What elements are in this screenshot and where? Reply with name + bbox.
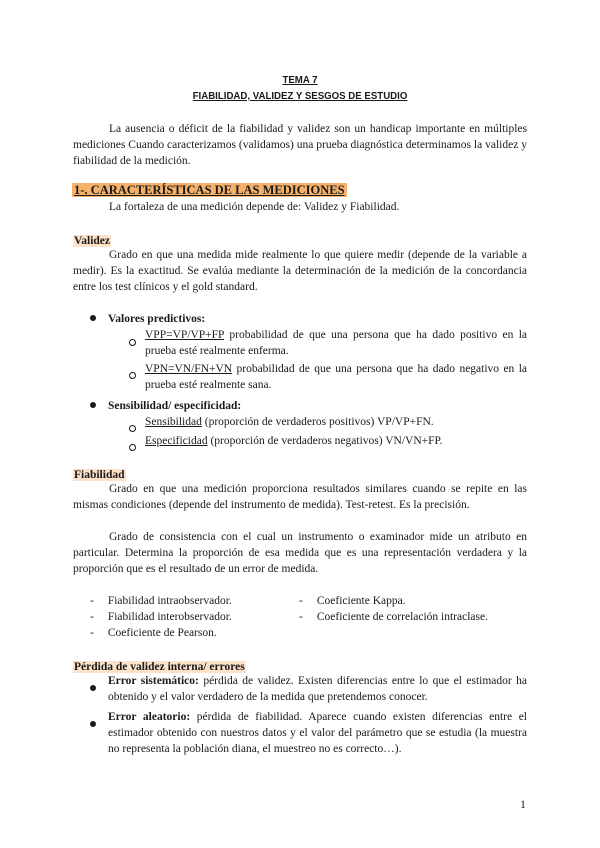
vpn-description: probabilidad de que una persona que ha dado negativo en la prueba esté realmente sana. xyxy=(145,363,528,391)
fiabilidad-paragraph-1 xyxy=(73,481,527,513)
especificidad-item xyxy=(145,433,527,449)
sens-description: (proporción de verdaderos positivos) VP/VP+FN. xyxy=(204,416,434,428)
aleatorio-description: pérdida de fiabilidad. Aparece cuando existen diferencias entre el estimador obtenido con nuestros datos y el valor del parámetro que se estudia (la muestra no representa la población diana, el muestreo no es correcto…). xyxy=(108,711,527,755)
topic-title: TEMA 7 xyxy=(282,74,318,86)
error-sistematico-item xyxy=(108,673,527,705)
section1-heading-wrap xyxy=(72,181,347,199)
fiabilidad-heading: Fiabilidad xyxy=(74,469,125,481)
bullet-dot-icon xyxy=(90,714,96,732)
aleatorio-label: Error aleatorio: xyxy=(108,711,191,723)
list-item: - Coeficiente de correlación intraclase. xyxy=(299,611,488,623)
list-item: - Coeficiente Kappa. xyxy=(299,595,406,607)
bullet-sens-esp xyxy=(90,398,241,414)
fiabilidad-text-1: Grado en que una medición proporciona resultados similares cuando se repite en las mismas condiciones (depende del instrumento de medida). Test-retest. Es la precisión. xyxy=(73,483,527,511)
vpn-item xyxy=(145,361,527,393)
validez-text: Grado en que una medida mide realmente lo que quiere medir (depende de la variable a medir). Es la exactitud. Se evalúa mediante la determinación de la medición de la concordancia entre los test clínicos y el gold standard. xyxy=(73,249,527,293)
bullet-dot-icon xyxy=(90,678,96,696)
bullet-predictive-values xyxy=(90,311,205,327)
sens-esp-label: Sensibilidad/ especificidad: xyxy=(108,400,242,412)
validez-heading: Validez xyxy=(74,235,110,247)
esp-description: (proporción de verdaderos negativos) VN/VN+FP. xyxy=(210,435,443,447)
circle-bullet-icon xyxy=(129,438,136,456)
fiabilidad-paragraph-2 xyxy=(73,529,527,577)
section1-text: La fortaleza de una medición depende de: Validez y Fiabilidad. xyxy=(109,201,400,213)
vpn-term: VPN=VN/FN+VN xyxy=(145,363,233,375)
esp-term: Especificidad xyxy=(145,435,208,447)
section1-heading: 1-. CARACTERÍSTICAS DE LAS MEDICIONES xyxy=(74,183,345,197)
validez-paragraph xyxy=(73,247,527,295)
circle-bullet-icon xyxy=(129,419,136,437)
bullet-dot-icon xyxy=(90,402,96,408)
document-subtitle: FIABILIDAD, VALIDEZ Y SESGOS DE ESTUDIO xyxy=(192,90,408,102)
sens-term: Sensibilidad xyxy=(145,416,202,428)
predictivos-label: Valores predictivos: xyxy=(108,313,206,325)
sensibilidad-item xyxy=(145,414,527,430)
list-item: - Fiabilidad interobservador. xyxy=(90,611,232,623)
sistematico-label: Error sistemático: xyxy=(108,675,199,687)
circle-bullet-icon xyxy=(129,333,136,351)
list-item: - Coeficiente de Pearson. xyxy=(90,627,217,639)
error-aleatorio-item xyxy=(108,709,527,757)
vpp-term: VPP=VP/VP+FP xyxy=(145,329,225,341)
perdida-heading: Pérdida de validez interna/ errores xyxy=(74,661,245,673)
vpp-item xyxy=(145,327,527,359)
intro-text: La ausencia o déficit de la fiabilidad y validez son un handicap importante en múltiples mediciones Cuando caracterizamos (validamos) una prueba diagnóstica determinamos la validez y fiabilidad de la medición. xyxy=(73,123,527,167)
sistematico-description: pérdida de validez. Existen diferencias entre lo que el estimador ha obtenido y el valor verdadero de la medida que pretendemos conocer. xyxy=(108,675,528,703)
page-number: 1 xyxy=(520,797,526,811)
intro-paragraph xyxy=(73,121,527,169)
bullet-dot-icon xyxy=(90,315,96,321)
list-item: - Fiabilidad intraobservador. xyxy=(90,595,232,607)
vpp-description: probabilidad de que una persona que ha dado positivo en la prueba esté realmente enferma. xyxy=(145,329,528,357)
fiabilidad-text-2: Grado de consistencia con el cual un instrumento o examinador mide un atributo en particular. Determina la proporción de esa medida que es una representación verdadera y la proporción que es el resultado de un error de medida. xyxy=(73,531,527,575)
circle-bullet-icon xyxy=(129,366,136,384)
